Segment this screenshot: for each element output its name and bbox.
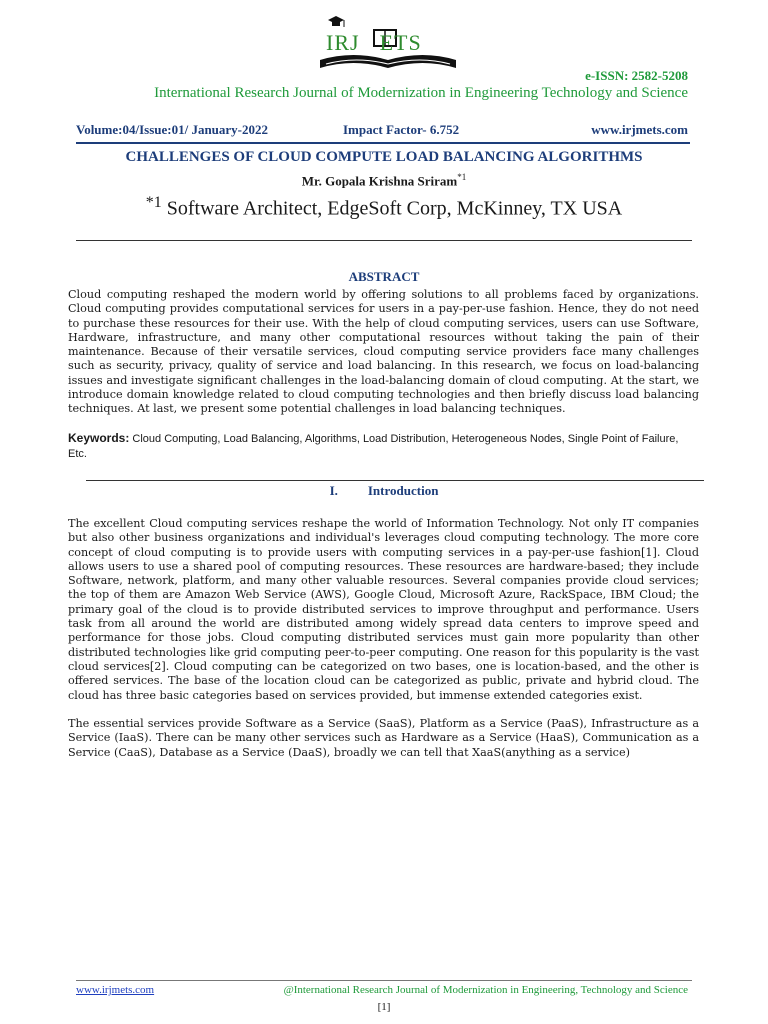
- footer-website-link[interactable]: www.irjmets.com: [76, 984, 155, 996]
- intro-paragraph-2: The essential services provide Software as a Service (SaaS), Platform as a Service (PaaS), Infrastructure as a Service (IaaS). There can be many other services such as Hardware as a Service (HaaS), Communication as a Service (CaaS), Database as a Service (DaaS), broadly we can tell that XaaS(anything as a service): [68, 717, 699, 759]
- intro-paragraph-1: The excellent Cloud computing services reshape the world of Information Technology. Not only IT companies but also other business organizations and individual's leverages cloud computing technology. The more core concept of cloud computing is to provide users with computing services in a pay-per-use fashion[1]. Cloud allows users to use a shared pool of computing resources. These resources are hardware-based; they include Software, network, platform, and many other valuable resources. Several companies provide cloud services; the top of them are Amazon Web Service (AWS), Google Cloud, Microsoft Azure, RackSpace, IBM Cloud; the primary goal of the cloud is to provide distributed services to improve throughput and performance. Users task from all around the world are distributed among widely spread data centers to improve speed and performance for those jobs. Cloud computing distributed services must gain more popularity than other distributed technologies like grid computing peer-to-peer computing. One reason for this popularity is the vast cloud services[2]. Cloud computing can be categorized on two bases, one is location-based, and the other is offered services. The base of the location cloud can be categorized as public, private and hybrid cloud. The cloud has three basic categories based on services provided, but immense extended categories exist.: [68, 517, 699, 702]
- journal-logo: [318, 12, 458, 76]
- abstract-text: Cloud computing reshaped the modern world by offering solutions to all problems faced by organizations. Cloud computing provides computational services for users in a pay-per-use fashion. Hence, they do not need to purchase these resources for their use. With the help of cloud computing services, users can use Software, Hardware, infrastructure, and many other computational resources without taking the pain of their maintenance. Because of their versatile services, cloud computing service providers face many challenges such as security, privacy, quality of service and load balancing. In this research, we focus on load-balancing issues and investigate significant challenges in the load-balancing domain of cloud computing. At the start, we introduce domain knowledge related to cloud computing technologies and then briefly discuss load balancing techniques. At last, we present some potential challenges in load balancing techniques.: [68, 288, 699, 416]
- keywords-label: Keywords:: [68, 431, 130, 445]
- issn: e-ISSN: 2582-5208: [585, 68, 688, 83]
- header-divider: [76, 142, 690, 144]
- keywords-list: Cloud Computing, Load Balancing, Algorithms, Load Distribution, Heterogeneous Nodes, Single Point of Failure, Etc.: [68, 433, 679, 460]
- logo-wordmark: IRJ ETS: [326, 30, 422, 55]
- abstract-heading: ABSTRACT: [348, 269, 420, 284]
- journal-website: www.irjmets.com: [591, 122, 688, 137]
- section-heading-introduction: I. Introduction: [329, 483, 439, 498]
- author-affiliation: $^{*1}$ Software Architect, EdgeSoft Corp, McKinney, TX USA: [145, 194, 623, 220]
- page-number: [1]: [377, 1001, 391, 1013]
- volume-issue: Volume:04/Issue:01/ January-2022: [76, 122, 269, 137]
- section-divider: [86, 480, 704, 481]
- impact-factor: Impact Factor- 6.752: [343, 122, 460, 137]
- issue-info-row: [76, 122, 688, 140]
- paper-title: CHALLENGES OF CLOUD COMPUTE LOAD BALANCING ALGORITHMS: [125, 149, 643, 165]
- footer-divider: [76, 980, 692, 981]
- author-name: Mr. Gopala Krishna Sriram$^{*1}$: [301, 172, 467, 189]
- footer-copyright: @International Research Journal of Modernization in Engineering, Technology and Science: [283, 984, 688, 996]
- journal-name: International Research Journal of Modernization in Engineering Technology and Science: [154, 85, 688, 101]
- affiliation-divider: [76, 240, 692, 241]
- keywords: [68, 431, 699, 462]
